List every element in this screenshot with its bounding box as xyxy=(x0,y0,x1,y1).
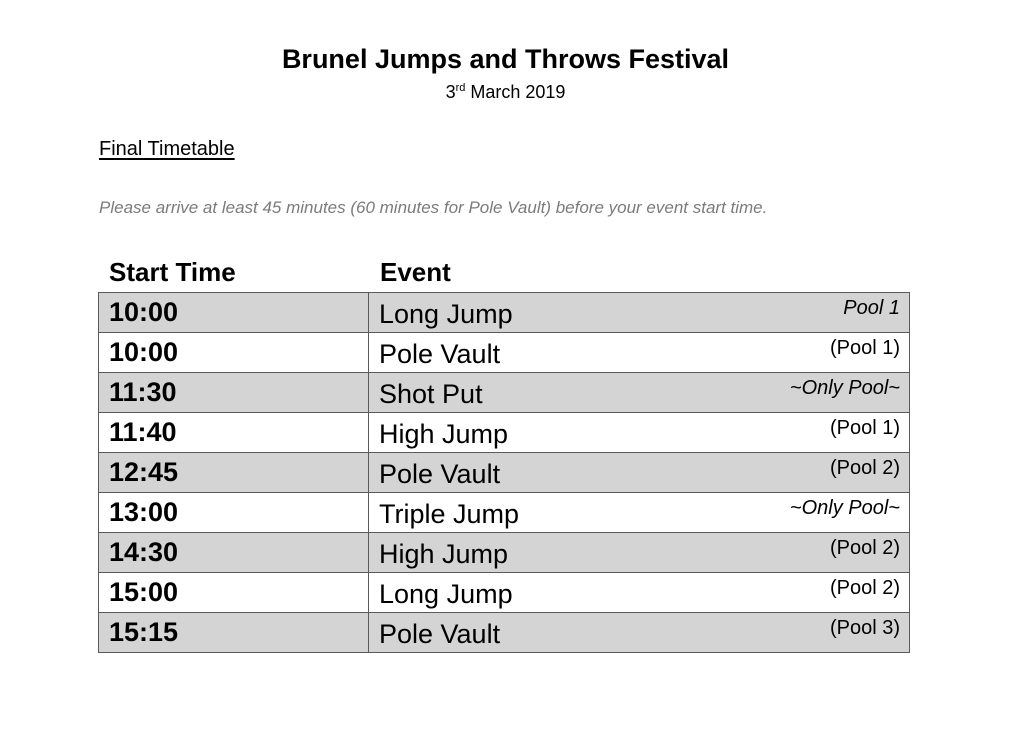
pool-label: (Pool 2) xyxy=(829,457,900,479)
date-ordinal-suffix: rd xyxy=(455,82,466,94)
pool-label: ~Only Pool~ xyxy=(789,377,900,399)
event-name: Pole Vault xyxy=(379,619,501,649)
event-date xyxy=(0,80,1011,104)
start-time-cell: 10:00 xyxy=(99,333,369,373)
event-name: High Jump xyxy=(379,539,509,569)
header-start-time: Start Time xyxy=(109,257,236,287)
date-day: 3 xyxy=(445,82,456,102)
event-cell xyxy=(369,373,910,413)
pool-label: (Pool 1) xyxy=(829,337,900,359)
pool-label: ~Only Pool~ xyxy=(789,497,900,519)
start-time-cell: 13:00 xyxy=(99,493,369,533)
date-month-year: March 2019 xyxy=(465,82,566,102)
pool-label: (Pool 3) xyxy=(829,617,900,639)
event-name: Long Jump xyxy=(379,299,513,329)
event-name: Triple Jump xyxy=(379,499,520,529)
table-row xyxy=(99,533,910,573)
event-name: Shot Put xyxy=(379,379,483,409)
arrival-notice: Please arrive at least 45 minutes (60 minutes for Pole Vault) before your event start time. xyxy=(99,198,768,217)
event-cell xyxy=(369,493,910,533)
event-cell xyxy=(369,613,910,653)
event-name: High Jump xyxy=(379,419,509,449)
start-time-cell: 14:30 xyxy=(99,533,369,573)
table-row xyxy=(99,333,910,373)
header-event: Event xyxy=(380,257,451,287)
document-title: Brunel Jumps and Throws Festival xyxy=(281,44,730,74)
start-time-cell: 11:40 xyxy=(99,413,369,453)
start-time-cell: 15:00 xyxy=(99,573,369,613)
table-row xyxy=(99,493,910,533)
event-name: Pole Vault xyxy=(379,339,501,369)
pool-label: Pool 1 xyxy=(843,297,900,319)
table-row xyxy=(99,453,910,493)
event-name: Long Jump xyxy=(379,579,513,609)
table-row xyxy=(99,573,910,613)
start-time-cell: 10:00 xyxy=(99,293,369,333)
event-name: Pole Vault xyxy=(379,459,501,489)
table-row xyxy=(99,373,910,413)
event-cell xyxy=(369,453,910,493)
pool-label: (Pool 2) xyxy=(829,577,900,599)
event-cell xyxy=(369,533,910,573)
section-heading: Final Timetable xyxy=(99,138,235,160)
start-time-cell: 15:15 xyxy=(99,613,369,653)
table-row xyxy=(99,293,910,333)
start-time-cell: 12:45 xyxy=(99,453,369,493)
table-row xyxy=(99,613,910,653)
event-cell xyxy=(369,293,910,333)
pool-label: (Pool 2) xyxy=(829,537,900,559)
event-cell xyxy=(369,573,910,613)
timetable xyxy=(98,292,910,653)
table-row xyxy=(99,413,910,453)
event-cell xyxy=(369,333,910,373)
pool-label: (Pool 1) xyxy=(829,417,900,439)
start-time-cell: 11:30 xyxy=(99,373,369,413)
event-cell xyxy=(369,413,910,453)
